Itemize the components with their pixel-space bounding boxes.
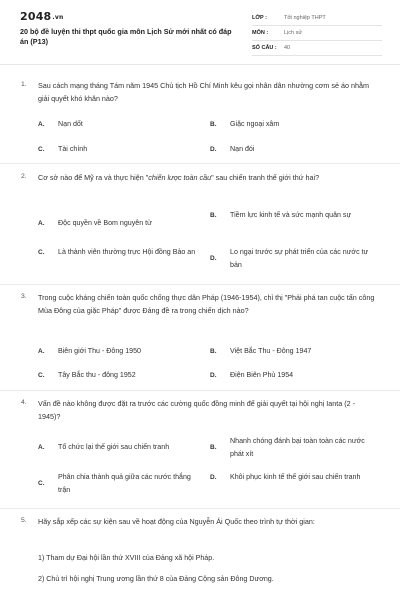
option-text: Tài chính xyxy=(58,145,88,153)
option-text: Tiềm lực kinh tế và sức mạnh quân sự xyxy=(230,211,352,219)
option-d[interactable] xyxy=(210,471,370,484)
question-text: Vấn đề nào không được đặt ra trước các cường quốc đồng minh để giải quyết tại hội nghị Ianta (2 - 1945)? xyxy=(38,399,356,421)
option-c[interactable] xyxy=(38,471,198,496)
option-a[interactable] xyxy=(38,441,208,454)
option-text: Nạn đói xyxy=(230,145,255,153)
sequence-item: 1) Tham dự Đại hội lần thứ XVIII của Đảng xã hội Pháp. xyxy=(38,554,215,562)
option-c[interactable] xyxy=(38,143,87,156)
logo-text: 2048 xyxy=(20,10,52,23)
option-c[interactable] xyxy=(38,246,198,259)
question-text: Sau cách mạng tháng Tám năm 1945 Chủ tịch Hồ Chí Minh kêu gọi nhân dân nhường cơm sẻ áo nhằm giải quyết khó khăn nào? xyxy=(38,81,369,103)
header-divider xyxy=(0,64,400,65)
question-number: 4. xyxy=(21,399,27,406)
option-letter: B. xyxy=(210,211,217,219)
question-divider xyxy=(0,390,400,391)
option-text: Nhanh chóng đánh bại toàn toàn các nước phát xít xyxy=(230,437,365,458)
option-text: Khôi phục kinh tế thế giới sau chiến tranh xyxy=(230,473,361,481)
option-letter: B. xyxy=(210,120,217,128)
meta-value: Tốt nghiệp THPT xyxy=(284,15,326,21)
question-text xyxy=(38,172,378,185)
option-text: Lo ngại trước sự phát triển của các nước tư bản xyxy=(230,248,369,269)
question-4 xyxy=(0,398,400,508)
option-text: Tây Bắc thu - đông 1952 xyxy=(58,371,136,379)
option-a[interactable] xyxy=(38,118,83,131)
question-2 xyxy=(0,172,400,284)
option-letter: D. xyxy=(210,145,217,153)
question-text: Trong cuộc kháng chiến toàn quốc chống thực dân Pháp (1946-1954), chỉ thị "Phải phá tan cuộc tấn công Mùa Đông của giặc Pháp" được Đảng đề ra trong chiến dịch nào? xyxy=(38,293,375,315)
question-3 xyxy=(0,292,400,392)
option-text: Biên giới Thu - Đông 1950 xyxy=(58,347,141,355)
option-d[interactable] xyxy=(210,369,293,382)
option-letter: D. xyxy=(210,255,217,263)
meta-row-class xyxy=(252,11,382,26)
option-a[interactable] xyxy=(38,217,152,230)
option-c[interactable] xyxy=(38,369,136,382)
option-letter: C. xyxy=(38,248,45,256)
question-number: 1. xyxy=(21,81,27,88)
option-text: Độc quyền về Bom nguyên tử xyxy=(58,219,152,227)
option-d[interactable] xyxy=(210,246,370,271)
option-b[interactable] xyxy=(210,435,370,460)
sequence-item: 2) Chủ trì hội nghị Trung ương lần thứ 8 của Đảng Cộng sản Đông Dương. xyxy=(38,575,274,583)
option-letter: B. xyxy=(210,347,217,355)
question-number: 3. xyxy=(21,293,27,300)
option-b[interactable] xyxy=(210,209,370,222)
meta-row-question-count xyxy=(252,41,382,56)
option-letter: A. xyxy=(38,120,45,128)
question-divider xyxy=(0,508,400,509)
option-text: Tổ chức lại thế giới sau chiến tranh xyxy=(58,443,170,451)
option-text: Giặc ngoại xâm xyxy=(230,120,280,128)
meta-label: SỐ CÂU : xyxy=(252,45,277,51)
meta-label: LỚP : xyxy=(252,15,267,21)
question-text-part: " sau chiến tranh thế giới thứ hai? xyxy=(211,173,320,182)
option-text: Phân chia thành quả giữa các nước thắng trận xyxy=(58,473,191,494)
question-divider xyxy=(0,163,400,164)
question-1 xyxy=(0,80,400,170)
option-letter: B. xyxy=(210,444,217,452)
question-divider xyxy=(0,284,400,285)
question-number: 2. xyxy=(21,173,27,180)
option-a[interactable] xyxy=(38,345,141,358)
question-text-emphasis: chiến lược toàn cầu xyxy=(148,173,212,182)
option-text: Điện Biên Phủ 1954 xyxy=(230,371,294,379)
document-meta xyxy=(252,11,382,56)
option-letter: A. xyxy=(38,347,45,355)
option-letter: D. xyxy=(210,371,217,379)
site-logo[interactable] xyxy=(20,10,63,23)
question-number: 5. xyxy=(21,517,27,524)
option-letter: A. xyxy=(38,443,45,451)
option-d[interactable] xyxy=(210,143,254,156)
option-text: Là thành viên thường trực Hội đồng Bảo an xyxy=(58,248,196,256)
question-text-part: Cơ sở nào để Mỹ ra và thực hiện " xyxy=(38,173,149,182)
document-title: 20 bộ đề luyện thi thpt quốc gia môn Lịch Sử mới nhất có đáp án (P13) xyxy=(20,27,232,46)
meta-value: Lịch sử xyxy=(284,30,303,36)
option-b[interactable] xyxy=(210,345,311,358)
question-text: Hãy sắp xếp các sự kiện sau về hoạt động của Nguyễn Ái Quốc theo trình tự thời gian: xyxy=(38,517,315,526)
meta-label: MÔN : xyxy=(252,30,269,36)
option-text: Việt Bắc Thu - Đông 1947 xyxy=(230,347,312,355)
question-5 xyxy=(0,516,400,600)
option-b[interactable] xyxy=(210,118,279,131)
option-letter: D. xyxy=(210,473,217,481)
option-letter: C. xyxy=(38,480,45,488)
logo-suffix: .vn xyxy=(52,13,64,21)
meta-row-subject xyxy=(252,26,382,41)
header xyxy=(0,0,400,62)
option-letter: A. xyxy=(38,219,45,227)
option-text: Nạn dốt xyxy=(58,120,83,128)
option-letter: C. xyxy=(38,145,45,153)
option-letter: C. xyxy=(38,371,45,379)
meta-value: 40 xyxy=(284,45,291,51)
